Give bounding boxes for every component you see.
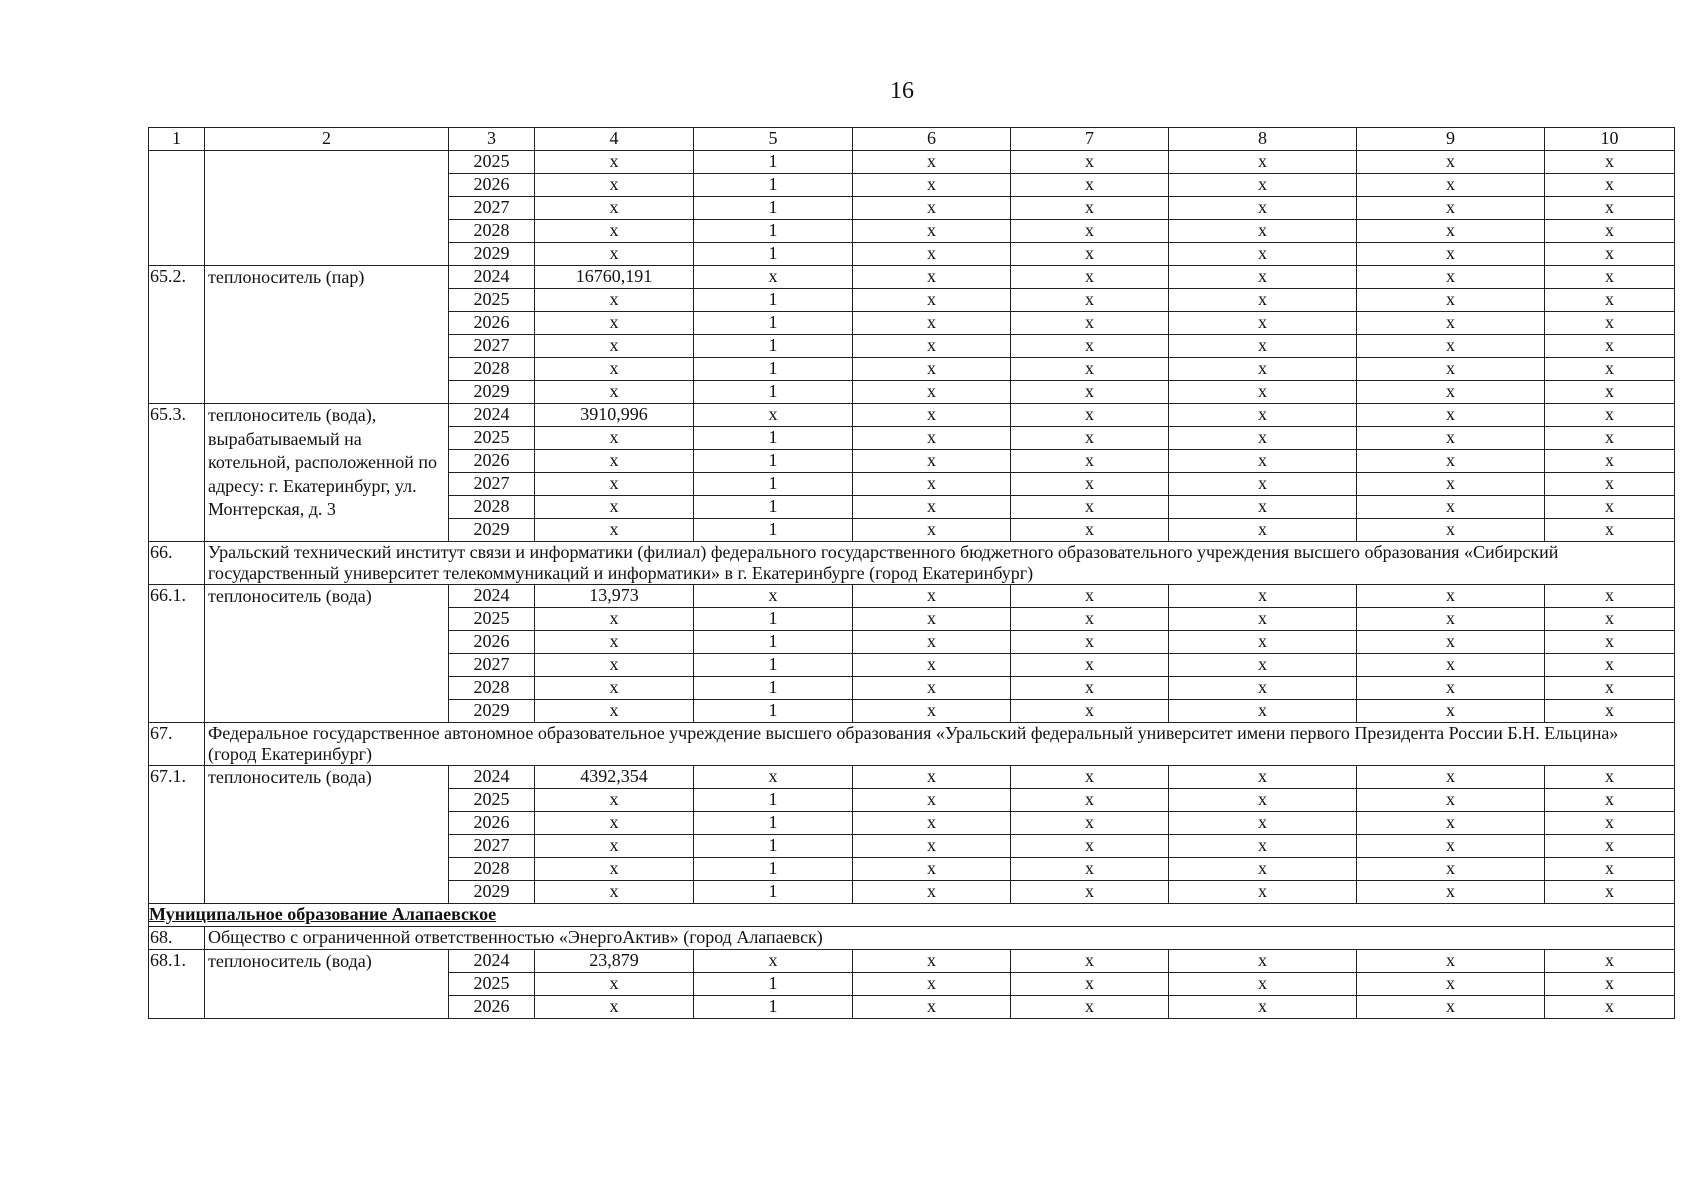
value-cell: х (1357, 312, 1545, 335)
value-cell: х (535, 608, 694, 631)
value-cell: х (1011, 404, 1169, 427)
value-cell: х (1357, 835, 1545, 858)
value-cell: 1 (694, 858, 853, 881)
value-cell: х (1357, 631, 1545, 654)
value-cell: х (853, 766, 1011, 789)
value-cell: х (1011, 973, 1169, 996)
value-cell: х (1011, 450, 1169, 473)
value-cell: х (1169, 631, 1357, 654)
year-cell: 2028 (449, 677, 535, 700)
value-cell: х (1357, 335, 1545, 358)
value-cell: х (1011, 381, 1169, 404)
value-cell: х (1357, 973, 1545, 996)
year-cell: 2025 (449, 151, 535, 174)
value-cell: х (1357, 881, 1545, 904)
value-cell: х (853, 858, 1011, 881)
value-cell: х (1011, 654, 1169, 677)
value-cell: 1 (694, 789, 853, 812)
value-cell: х (1011, 496, 1169, 519)
value-cell: х (1357, 950, 1545, 973)
value-cell: х (1357, 151, 1545, 174)
value-cell: х (1357, 427, 1545, 450)
value-cell: х (1011, 631, 1169, 654)
value-cell: х (1169, 427, 1357, 450)
year-cell: 2024 (449, 585, 535, 608)
value-cell: х (1169, 766, 1357, 789)
value-cell: х (1169, 174, 1357, 197)
value-cell: х (1545, 585, 1675, 608)
item-number-cell: 66.1. (149, 585, 205, 723)
value-cell: 13,973 (535, 585, 694, 608)
value-cell: 1 (694, 197, 853, 220)
year-cell: 2028 (449, 358, 535, 381)
value-cell: х (1169, 996, 1357, 1019)
org-number-cell: 68. (149, 927, 205, 950)
tariff-table (148, 127, 1675, 1019)
value-cell: х (1545, 700, 1675, 723)
value-cell: х (1545, 973, 1675, 996)
value-cell: х (535, 473, 694, 496)
value-cell: х (853, 450, 1011, 473)
value-cell: х (535, 677, 694, 700)
header-cell: 9 (1357, 128, 1545, 151)
value-cell: х (1169, 381, 1357, 404)
value-cell: х (1169, 677, 1357, 700)
value-cell: х (1011, 243, 1169, 266)
value-cell: х (1011, 151, 1169, 174)
value-cell: 4392,354 (535, 766, 694, 789)
value-cell: х (1169, 519, 1357, 542)
value-cell: х (1011, 427, 1169, 450)
item-number-cell: 68.1. (149, 950, 205, 1019)
value-cell: х (535, 174, 694, 197)
value-cell: х (1545, 858, 1675, 881)
item-number-cell (149, 151, 205, 266)
value-cell: х (1169, 835, 1357, 858)
value-cell: х (535, 289, 694, 312)
value-cell: 1 (694, 835, 853, 858)
value-cell: х (535, 312, 694, 335)
value-cell: х (1545, 197, 1675, 220)
value-cell: х (1011, 473, 1169, 496)
value-cell: х (853, 266, 1011, 289)
year-cell: 2026 (449, 812, 535, 835)
value-cell: х (853, 243, 1011, 266)
value-cell: х (853, 654, 1011, 677)
year-cell: 2028 (449, 220, 535, 243)
value-cell: х (535, 243, 694, 266)
header-cell: 5 (694, 128, 853, 151)
value-cell: х (1357, 700, 1545, 723)
item-name-cell (205, 151, 449, 266)
value-cell: х (853, 950, 1011, 973)
value-cell: 16760,191 (535, 266, 694, 289)
section-row (149, 904, 1675, 927)
value-cell: х (853, 973, 1011, 996)
value-cell: х (1545, 450, 1675, 473)
value-cell: х (535, 835, 694, 858)
value-cell: х (1169, 608, 1357, 631)
value-cell: 1 (694, 973, 853, 996)
item-name-cell: теплоноситель (вода) (205, 766, 449, 904)
value-cell: х (1011, 950, 1169, 973)
value-cell: х (1169, 335, 1357, 358)
value-cell: х (1169, 858, 1357, 881)
value-cell: 1 (694, 496, 853, 519)
header-row (149, 128, 1675, 151)
year-cell: 2027 (449, 473, 535, 496)
header-cell: 6 (853, 128, 1011, 151)
value-cell: х (853, 585, 1011, 608)
value-cell: 1 (694, 151, 853, 174)
value-cell: х (1011, 358, 1169, 381)
table-row (149, 950, 1675, 973)
value-cell: х (1545, 312, 1675, 335)
value-cell: 1 (694, 677, 853, 700)
value-cell: х (1545, 835, 1675, 858)
value-cell: х (535, 654, 694, 677)
value-cell: х (1545, 631, 1675, 654)
year-cell: 2027 (449, 654, 535, 677)
value-cell: х (535, 496, 694, 519)
value-cell: х (853, 358, 1011, 381)
value-cell: х (1169, 404, 1357, 427)
value-cell: х (1357, 608, 1545, 631)
value-cell: х (853, 381, 1011, 404)
value-cell: х (853, 404, 1011, 427)
organization-row (149, 542, 1675, 585)
value-cell: 1 (694, 335, 853, 358)
year-cell: 2029 (449, 381, 535, 404)
value-cell: х (1011, 174, 1169, 197)
value-cell: х (1357, 766, 1545, 789)
value-cell: х (1169, 197, 1357, 220)
value-cell: 23,879 (535, 950, 694, 973)
value-cell: х (853, 289, 1011, 312)
value-cell: х (1357, 450, 1545, 473)
section-title-cell: Муниципальное образование Алапаевское (149, 904, 1675, 927)
value-cell: 1 (694, 312, 853, 335)
year-cell: 2025 (449, 608, 535, 631)
value-cell: х (694, 266, 853, 289)
value-cell: 1 (694, 996, 853, 1019)
value-cell: х (1169, 266, 1357, 289)
value-cell: х (1545, 881, 1675, 904)
value-cell: х (1545, 789, 1675, 812)
value-cell: х (1357, 358, 1545, 381)
value-cell: х (1545, 266, 1675, 289)
value-cell: х (535, 881, 694, 904)
value-cell: х (535, 197, 694, 220)
value-cell: х (853, 700, 1011, 723)
year-cell: 2026 (449, 631, 535, 654)
value-cell: х (1545, 608, 1675, 631)
year-cell: 2024 (449, 950, 535, 973)
value-cell: х (1545, 335, 1675, 358)
value-cell: х (1011, 289, 1169, 312)
value-cell: 1 (694, 427, 853, 450)
value-cell: х (1169, 243, 1357, 266)
year-cell: 2026 (449, 450, 535, 473)
value-cell: х (1169, 973, 1357, 996)
table-row (149, 151, 1675, 174)
value-cell: х (1169, 812, 1357, 835)
value-cell: х (1357, 677, 1545, 700)
value-cell: х (853, 335, 1011, 358)
value-cell: х (1011, 197, 1169, 220)
year-cell: 2029 (449, 881, 535, 904)
year-cell: 2026 (449, 174, 535, 197)
year-cell: 2024 (449, 404, 535, 427)
year-cell: 2025 (449, 973, 535, 996)
value-cell: х (1545, 519, 1675, 542)
value-cell: 1 (694, 519, 853, 542)
value-cell: 1 (694, 700, 853, 723)
table-body (149, 128, 1675, 1019)
value-cell: х (1357, 473, 1545, 496)
value-cell: х (853, 151, 1011, 174)
value-cell: х (1545, 358, 1675, 381)
table-row (149, 585, 1675, 608)
value-cell: 1 (694, 631, 853, 654)
value-cell: х (1357, 996, 1545, 1019)
value-cell: х (1011, 789, 1169, 812)
value-cell: х (1357, 174, 1545, 197)
value-cell: х (1545, 473, 1675, 496)
value-cell: 1 (694, 220, 853, 243)
value-cell: х (1545, 151, 1675, 174)
value-cell: х (535, 427, 694, 450)
value-cell: х (1545, 812, 1675, 835)
value-cell: х (1545, 381, 1675, 404)
year-cell: 2025 (449, 427, 535, 450)
item-number-cell: 65.3. (149, 404, 205, 542)
value-cell: х (853, 789, 1011, 812)
value-cell: х (1011, 312, 1169, 335)
value-cell: х (1545, 677, 1675, 700)
table-row (149, 266, 1675, 289)
year-cell: 2026 (449, 312, 535, 335)
value-cell: 1 (694, 174, 853, 197)
value-cell: х (535, 631, 694, 654)
value-cell: х (1357, 243, 1545, 266)
value-cell: х (1011, 585, 1169, 608)
value-cell: х (1011, 608, 1169, 631)
value-cell: х (853, 174, 1011, 197)
value-cell: х (1545, 220, 1675, 243)
value-cell: х (1169, 950, 1357, 973)
value-cell: х (1357, 585, 1545, 608)
value-cell: х (1545, 427, 1675, 450)
org-name-cell: Федеральное государственное автономное образовательное учреждение высшего образования «Уральский федеральный университет имени первого Президента России Б.Н. Ельцина» (город Екатеринбург) (205, 723, 1675, 766)
value-cell: х (853, 631, 1011, 654)
value-cell: 1 (694, 608, 853, 631)
value-cell: х (1011, 996, 1169, 1019)
value-cell: 1 (694, 381, 853, 404)
value-cell: х (1545, 496, 1675, 519)
value-cell: х (1169, 450, 1357, 473)
item-number-cell: 67.1. (149, 766, 205, 904)
value-cell: х (694, 950, 853, 973)
org-number-cell: 67. (149, 723, 205, 766)
year-cell: 2027 (449, 335, 535, 358)
value-cell: х (1357, 496, 1545, 519)
value-cell: х (1169, 700, 1357, 723)
year-cell: 2027 (449, 197, 535, 220)
value-cell: х (1545, 243, 1675, 266)
value-cell: х (853, 197, 1011, 220)
value-cell: 1 (694, 473, 853, 496)
value-cell: х (1357, 289, 1545, 312)
header-cell: 4 (535, 128, 694, 151)
value-cell: х (1169, 496, 1357, 519)
value-cell: х (1011, 881, 1169, 904)
value-cell: х (1169, 358, 1357, 381)
value-cell: х (1545, 766, 1675, 789)
value-cell: х (853, 519, 1011, 542)
header-cell: 7 (1011, 128, 1169, 151)
value-cell: х (535, 700, 694, 723)
value-cell: 1 (694, 881, 853, 904)
value-cell: х (535, 450, 694, 473)
header-cell: 1 (149, 128, 205, 151)
value-cell: х (1169, 881, 1357, 904)
value-cell: х (1011, 220, 1169, 243)
item-name-cell: теплоноситель (пар) (205, 266, 449, 404)
year-cell: 2029 (449, 519, 535, 542)
value-cell: 1 (694, 654, 853, 677)
value-cell: х (1357, 654, 1545, 677)
value-cell: х (1357, 789, 1545, 812)
value-cell: х (535, 789, 694, 812)
year-cell: 2028 (449, 858, 535, 881)
value-cell: х (535, 381, 694, 404)
value-cell: х (1169, 473, 1357, 496)
value-cell: х (1545, 404, 1675, 427)
item-name-cell: теплоноситель (вода) (205, 585, 449, 723)
value-cell: х (535, 973, 694, 996)
header-cell: 8 (1169, 128, 1357, 151)
value-cell: 1 (694, 358, 853, 381)
value-cell: х (853, 473, 1011, 496)
table-row (149, 766, 1675, 789)
value-cell: х (853, 608, 1011, 631)
value-cell: х (1011, 700, 1169, 723)
year-cell: 2028 (449, 496, 535, 519)
value-cell: х (1357, 381, 1545, 404)
year-cell: 2025 (449, 289, 535, 312)
org-name-cell: Уральский технический институт связи и информатики (филиал) федерального государственного бюджетного образовательного учреждения высшего образования «Сибирский государственный университет телекоммуникаций и информатики» в г. Екатеринбурге (город Екатеринбург) (205, 542, 1675, 585)
value-cell: х (694, 766, 853, 789)
value-cell: х (1545, 174, 1675, 197)
value-cell: 1 (694, 812, 853, 835)
value-cell: х (1357, 220, 1545, 243)
value-cell: х (1011, 335, 1169, 358)
value-cell: х (1011, 266, 1169, 289)
value-cell: х (853, 220, 1011, 243)
value-cell: х (1011, 812, 1169, 835)
header-cell: 3 (449, 128, 535, 151)
item-name-cell: теплоноситель (вода) (205, 950, 449, 1019)
value-cell: 1 (694, 289, 853, 312)
header-cell: 2 (205, 128, 449, 151)
table-row (149, 404, 1675, 427)
value-cell: х (1011, 677, 1169, 700)
value-cell: х (853, 427, 1011, 450)
value-cell: х (1545, 996, 1675, 1019)
value-cell: 1 (694, 243, 853, 266)
value-cell: х (535, 151, 694, 174)
value-cell: х (535, 220, 694, 243)
value-cell: х (535, 858, 694, 881)
year-cell: 2029 (449, 243, 535, 266)
value-cell: х (853, 496, 1011, 519)
year-cell: 2025 (449, 789, 535, 812)
value-cell: х (1357, 812, 1545, 835)
item-number-cell: 65.2. (149, 266, 205, 404)
value-cell: х (1545, 654, 1675, 677)
value-cell: х (1545, 950, 1675, 973)
value-cell: х (1011, 858, 1169, 881)
value-cell: х (694, 585, 853, 608)
org-name-cell: Общество с ограниченной ответственностью «ЭнергоАктив» (город Алапаевск) (205, 927, 1675, 950)
value-cell: х (1169, 789, 1357, 812)
value-cell: х (1169, 289, 1357, 312)
value-cell: х (1357, 858, 1545, 881)
item-name-cell: теплоноситель (вода), вырабатываемый на котельной, расположенной по адресу: г. Екатеринбург, ул. Монтерская, д. 3 (205, 404, 449, 542)
value-cell: х (535, 358, 694, 381)
value-cell: х (1169, 585, 1357, 608)
value-cell: х (853, 677, 1011, 700)
value-cell: х (1011, 766, 1169, 789)
year-cell: 2026 (449, 996, 535, 1019)
year-cell: 2024 (449, 266, 535, 289)
value-cell: х (853, 881, 1011, 904)
value-cell: х (1169, 654, 1357, 677)
value-cell: х (1357, 266, 1545, 289)
value-cell: 3910,996 (535, 404, 694, 427)
year-cell: 2027 (449, 835, 535, 858)
value-cell: х (1169, 151, 1357, 174)
value-cell: х (1011, 835, 1169, 858)
value-cell: х (1357, 519, 1545, 542)
value-cell: х (1545, 289, 1675, 312)
org-number-cell: 66. (149, 542, 205, 585)
value-cell: х (853, 812, 1011, 835)
value-cell: х (535, 812, 694, 835)
value-cell: х (535, 335, 694, 358)
value-cell: х (694, 404, 853, 427)
value-cell: х (853, 312, 1011, 335)
value-cell: 1 (694, 450, 853, 473)
year-cell: 2029 (449, 700, 535, 723)
value-cell: х (1357, 404, 1545, 427)
value-cell: х (1357, 197, 1545, 220)
value-cell: х (1169, 220, 1357, 243)
organization-row (149, 927, 1675, 950)
value-cell: х (1011, 519, 1169, 542)
value-cell: х (535, 996, 694, 1019)
value-cell: х (853, 835, 1011, 858)
value-cell: х (1169, 312, 1357, 335)
value-cell: х (853, 996, 1011, 1019)
value-cell: х (535, 519, 694, 542)
page-number: 16 (890, 78, 914, 104)
organization-row (149, 723, 1675, 766)
year-cell: 2024 (449, 766, 535, 789)
header-cell: 10 (1545, 128, 1675, 151)
